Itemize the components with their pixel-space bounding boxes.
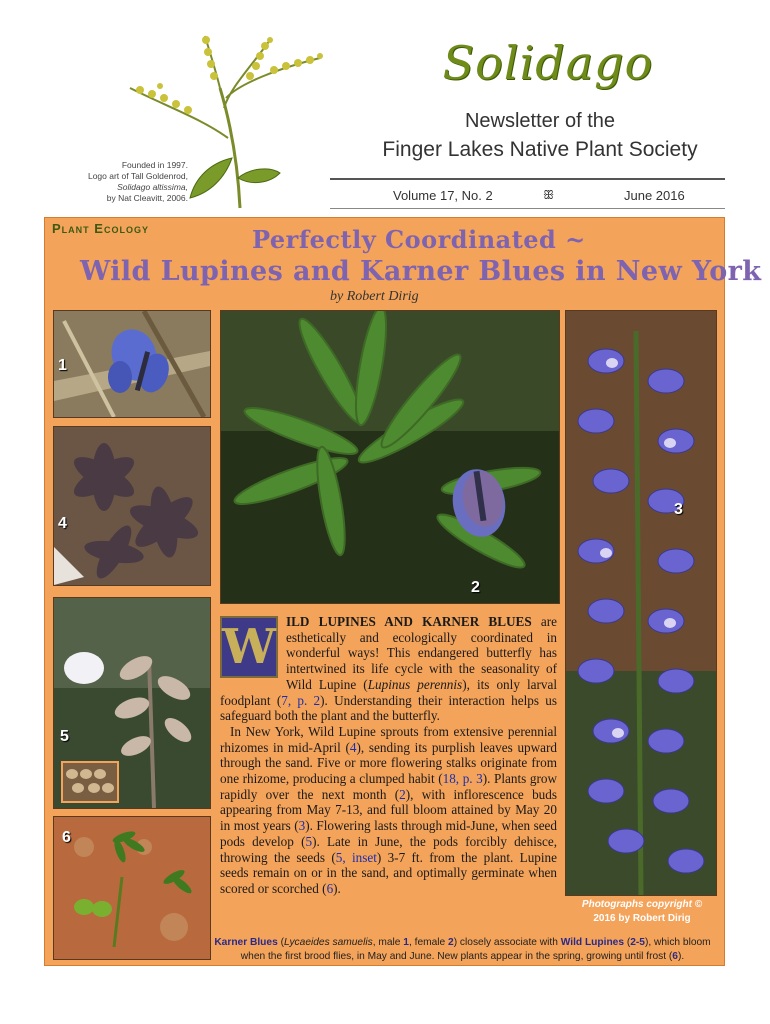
- section-label: Plant Ecology: [52, 221, 149, 236]
- photo-ref: 4: [349, 739, 357, 755]
- caption-text: Lycaeides samuelis: [283, 937, 373, 948]
- caption-text: (: [624, 937, 631, 948]
- photo-ref: 5: [305, 833, 313, 849]
- photo-ref: 6: [326, 880, 334, 896]
- logo-note-line2: Logo art of Tall Goldenrod,: [87, 171, 188, 181]
- reference: 18, p. 3: [442, 771, 483, 787]
- photo-number-4: 4: [58, 515, 67, 532]
- caption-text: , female: [408, 937, 449, 948]
- text: ). Late in June, the pods forcibly dehisce, throwing the seeds (: [220, 833, 557, 865]
- logo-note: [68, 160, 188, 204]
- issue-date: June 2016: [624, 188, 685, 203]
- photo-ref: 5, inset: [335, 849, 377, 865]
- volume-number: Volume 17, No. 2: [393, 188, 493, 203]
- caption-text: , male: [372, 937, 404, 948]
- logo-note-line3: Solidago altissima,: [117, 182, 188, 192]
- photo-number-5: 5: [60, 728, 69, 745]
- photo-credit: [572, 898, 712, 926]
- article-paragraph-2: [220, 724, 557, 897]
- text: ). Plants grow rapidly over the next month (: [220, 771, 557, 802]
- text: ) 3-7 ft. from the plant. Lupine seeds remain on or in the sand, and optimally germinate when scored or scorched (: [220, 849, 557, 896]
- headline-line2: Wild Lupines and Karner Blues in New York: [80, 256, 762, 287]
- caption-text: 2: [448, 937, 454, 948]
- article-body: [220, 614, 557, 897]
- article-paragraph-1: [220, 614, 557, 724]
- species-name: Lupinus perennis: [367, 676, 463, 692]
- byline: by Robert Dirig: [330, 289, 419, 304]
- newsletter-subtitle-line2: Finger Lakes Native Plant Society: [382, 138, 698, 161]
- photo-seedlings: [53, 816, 211, 960]
- figure-caption: [210, 936, 715, 964]
- photo-lupine-bloom: [565, 310, 717, 896]
- newsletter-title: Solidago: [442, 36, 654, 90]
- caption-text: Wild Lupines: [560, 937, 625, 948]
- text: ). Understanding their interaction helps us safeguard both the plant and the butterfly.: [220, 692, 558, 724]
- newsletter-subtitle-line1: Newsletter of the: [464, 110, 616, 132]
- text: ).: [333, 880, 341, 896]
- ornament-icon: ꕥ: [543, 188, 555, 202]
- text: are esthetically and ecologically coordinated in wonderful ways! This endangered butterfly has intertwined its life cycle with the seasonality of Wild Lupine (: [286, 614, 557, 692]
- photo-number-2: 2: [471, 579, 480, 596]
- caption-text: (: [277, 937, 284, 948]
- photo-credit-line1: Photographs copyright ©: [581, 899, 703, 910]
- text: ), its only larval foodplant (: [220, 676, 557, 708]
- caption-text: ) closely associate with: [453, 937, 561, 948]
- lead-caps: ILD LUPINES AND KARNER BLUES: [286, 614, 532, 629]
- headline-line1: Perfectly Coordinated ~: [252, 225, 586, 254]
- logo-note-line1: Founded in 1997.: [121, 160, 188, 170]
- photo-karner-blue-female: [220, 310, 560, 604]
- reference: 7, p. 2: [281, 692, 321, 708]
- caption-text: 2-5: [630, 937, 645, 948]
- caption-text: Karner Blues: [214, 937, 278, 948]
- photo-seed-pods: [53, 597, 211, 809]
- photo-number-1: 1: [58, 357, 67, 374]
- text: ), with inflorescence buds appearing from May 7-13, and full bloom attained by May 20 in most years (: [220, 786, 557, 834]
- photo-ref: 2: [399, 786, 406, 802]
- text: In New York, Wild Lupine sprouts from extensive perennial rhizomes in mid-April (: [220, 723, 557, 755]
- caption-text: 1: [403, 937, 409, 948]
- drop-cap: W: [220, 616, 278, 678]
- caption-text: 6: [672, 951, 678, 962]
- logo-note-line4: by Nat Cleavitt, 2006.: [106, 193, 188, 203]
- photo-credit-line2: 2016 by Robert Dirig: [593, 913, 691, 924]
- photo-number-3: 3: [674, 501, 683, 518]
- caption-text: ).: [677, 951, 685, 962]
- text: ), sending its purplish leaves upward through the sand. Five or more flowering stalks originate from one rhizome, producing a clumped habit (: [220, 739, 558, 787]
- header-rule: [330, 178, 725, 180]
- caption-text: ), which bloom when the first brood flies, in May and June. New plants appear in the spring, growing until frost (: [240, 937, 711, 962]
- date-rule: [330, 208, 725, 209]
- text: ). Flowering lasts through mid-June, when seed pods develop (: [220, 818, 557, 849]
- photo-ref: 3: [298, 818, 306, 834]
- photo-karner-blue-male: [53, 310, 211, 418]
- photo-number-6: 6: [62, 829, 71, 846]
- photo-lupine-sprouts: [53, 426, 211, 586]
